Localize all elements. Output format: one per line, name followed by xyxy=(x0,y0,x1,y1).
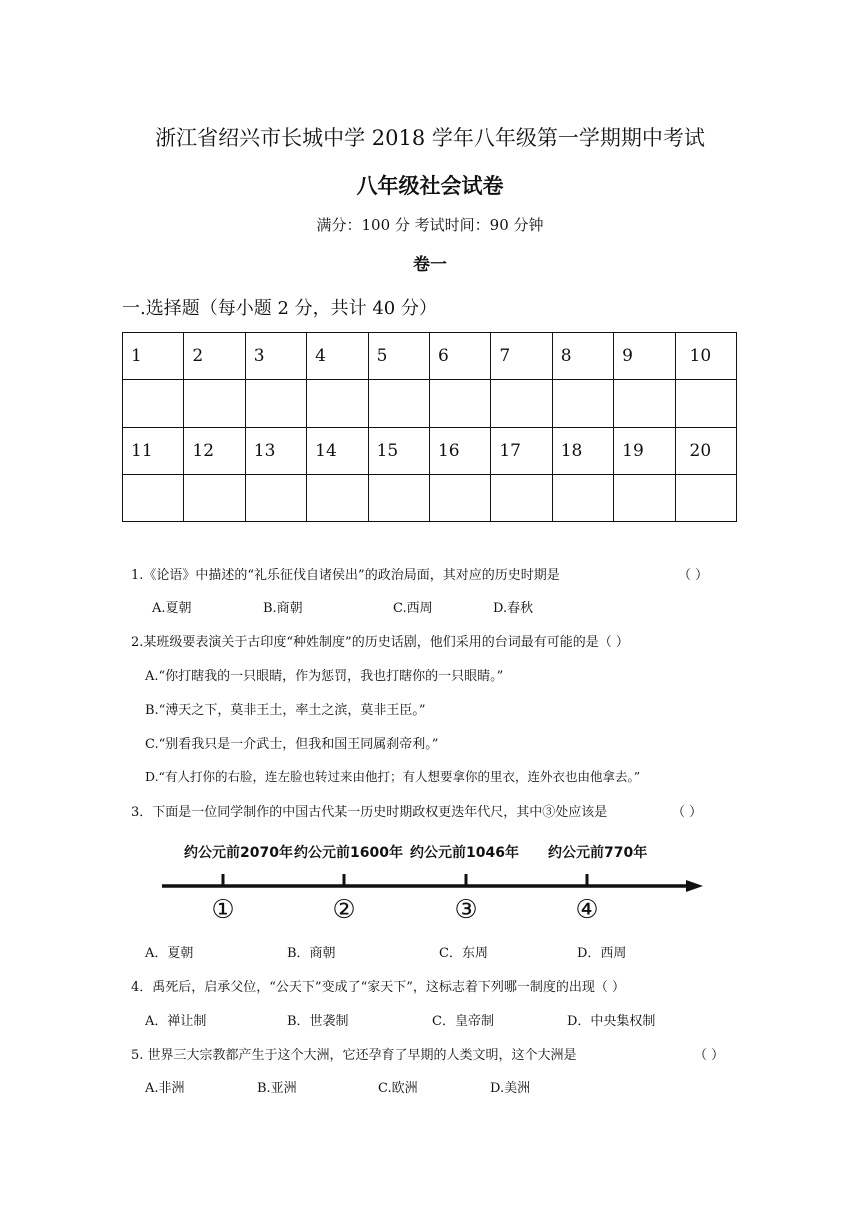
question-3-option-c[interactable]: C．东周 xyxy=(439,946,488,961)
grid-number: 13 xyxy=(245,427,306,474)
question-5-option-b[interactable]: B.亚洲 xyxy=(257,1081,297,1096)
grid-number: 19 xyxy=(614,427,675,474)
timeline-label-4: 约公元前770年 xyxy=(548,845,648,861)
answer-grid xyxy=(122,332,737,522)
question-1-answer-paren[interactable]: （ ） xyxy=(678,568,709,583)
answer-cell[interactable] xyxy=(184,380,245,427)
answer-cell[interactable] xyxy=(614,474,675,521)
answer-cell[interactable] xyxy=(429,474,490,521)
grid-number: 11 xyxy=(123,427,184,474)
grid-number: 15 xyxy=(368,427,429,474)
question-3-stem: 3．下面是一位同学制作的中国古代某一历史时期政权更迭年代尺，其中③处应该是 xyxy=(131,805,608,820)
timeline-marker-2: ② xyxy=(332,895,356,923)
grid-number: 2 xyxy=(184,333,245,380)
timeline-marker-3: ③ xyxy=(454,895,478,923)
question-3-option-d[interactable]: D．西周 xyxy=(577,946,627,961)
question-2-option-a[interactable]: A.“你打瞎我的一只眼睛，作为惩罚，我也打瞎你的一只眼睛。” xyxy=(145,669,504,684)
grid-number: 4 xyxy=(307,333,368,380)
timeline-marker-1: ① xyxy=(211,895,235,923)
question-2-option-b[interactable]: B.“溥天之下，莫非王土，率土之滨，莫非王臣。” xyxy=(145,703,426,718)
grid-number: 17 xyxy=(491,427,552,474)
exam-meta: 满分：100 分 考试时间：90 分钟 xyxy=(316,216,544,234)
answer-cell[interactable] xyxy=(245,474,306,521)
timeline-label-1: 约公元前2070年 xyxy=(184,845,293,861)
grid-number: 8 xyxy=(552,333,613,380)
timeline-marker-4: ④ xyxy=(575,895,599,923)
section-heading: 一.选择题（每小题 2 分，共计 40 分） xyxy=(122,298,437,319)
answer-cell[interactable] xyxy=(491,380,552,427)
exam-title: 浙江省绍兴市长城中学 2018 学年八年级第一学期期中考试 xyxy=(155,126,705,150)
timeline-arrow-icon xyxy=(686,880,703,892)
question-5-option-d[interactable]: D.美洲 xyxy=(490,1081,531,1096)
question-2-stem: 2.某班级要表演关于古印度“种姓制度”的历史话剧，他们采用的台词最有可能的是（ ） xyxy=(131,635,629,650)
timeline-label-2: 约公元前1600年 xyxy=(294,845,403,861)
grid-number: 20 xyxy=(675,427,736,474)
question-4-option-a[interactable]: A．禅让制 xyxy=(145,1014,207,1029)
answer-cell[interactable] xyxy=(123,474,184,521)
answer-cell[interactable] xyxy=(245,380,306,427)
question-3-option-b[interactable]: B．商朝 xyxy=(287,946,336,961)
question-2-option-c[interactable]: C.“别看我只是一介武士，但我和国王同属刹帝利。” xyxy=(145,737,439,752)
grid-number: 6 xyxy=(429,333,490,380)
question-1-option-a[interactable]: A.夏朝 xyxy=(152,601,192,616)
answer-cell[interactable] xyxy=(552,474,613,521)
answer-cell[interactable] xyxy=(491,474,552,521)
answer-cell[interactable] xyxy=(307,380,368,427)
exam-subtitle: 八年级社会试卷 xyxy=(356,173,504,198)
answer-grid-blank-row xyxy=(123,474,737,521)
answer-grid-blank-row xyxy=(123,380,737,427)
question-1-option-b[interactable]: B.商朝 xyxy=(263,601,303,616)
grid-number: 1 xyxy=(123,333,184,380)
question-5-stem: 5. 世界三大宗教都产生于这个大洲，它还孕育了早期的人类文明，这个大洲是 xyxy=(131,1048,577,1063)
question-5-option-a[interactable]: A.非洲 xyxy=(145,1081,185,1096)
grid-number: 10 xyxy=(675,333,736,380)
answer-grid-number-row xyxy=(123,427,737,474)
timeline-figure xyxy=(150,838,720,923)
answer-cell[interactable] xyxy=(123,380,184,427)
question-1-stem: 1.《论语》中描述的“礼乐征伐自诸侯出”的政治局面，其对应的历史时期是 xyxy=(131,568,560,583)
question-3-option-a[interactable]: A．夏朝 xyxy=(145,946,194,961)
answer-cell[interactable] xyxy=(552,380,613,427)
answer-grid-number-row xyxy=(123,333,737,380)
grid-number: 14 xyxy=(307,427,368,474)
answer-cell[interactable] xyxy=(675,380,736,427)
answer-cell[interactable] xyxy=(307,474,368,521)
question-1-option-d[interactable]: D.春秋 xyxy=(493,601,534,616)
timeline-label-3: 约公元前1046年 xyxy=(410,845,519,861)
question-1-option-c[interactable]: C.西周 xyxy=(393,601,433,616)
grid-number: 18 xyxy=(552,427,613,474)
grid-number: 7 xyxy=(491,333,552,380)
question-4-option-d[interactable]: D．中央集权制 xyxy=(567,1014,656,1029)
grid-number: 9 xyxy=(614,333,675,380)
question-5-option-c[interactable]: C.欧洲 xyxy=(378,1081,418,1096)
grid-number: 12 xyxy=(184,427,245,474)
grid-number: 16 xyxy=(429,427,490,474)
answer-cell[interactable] xyxy=(368,474,429,521)
question-2-option-d[interactable]: D.“有人打你的右脸，连左脸也转过来由他打；有人想要拿你的里衣，连外衣也由他拿去。” xyxy=(145,769,641,784)
question-4-option-c[interactable]: C．皇帝制 xyxy=(432,1014,494,1029)
question-5-answer-paren[interactable]: （ ） xyxy=(694,1048,725,1063)
answer-cell[interactable] xyxy=(675,474,736,521)
answer-cell[interactable] xyxy=(614,380,675,427)
question-4-option-b[interactable]: B．世袭制 xyxy=(287,1014,349,1029)
volume-label: 卷一 xyxy=(413,255,447,275)
question-4-stem: 4．禹死后，启承父位，“公天下”变成了“家天下”，这标志着下列哪一制度的出现（ ） xyxy=(131,980,625,995)
answer-cell[interactable] xyxy=(429,380,490,427)
answer-cell[interactable] xyxy=(184,474,245,521)
answer-cell[interactable] xyxy=(368,380,429,427)
grid-number: 5 xyxy=(368,333,429,380)
grid-number: 3 xyxy=(245,333,306,380)
question-3-answer-paren[interactable]: （ ） xyxy=(672,805,703,820)
